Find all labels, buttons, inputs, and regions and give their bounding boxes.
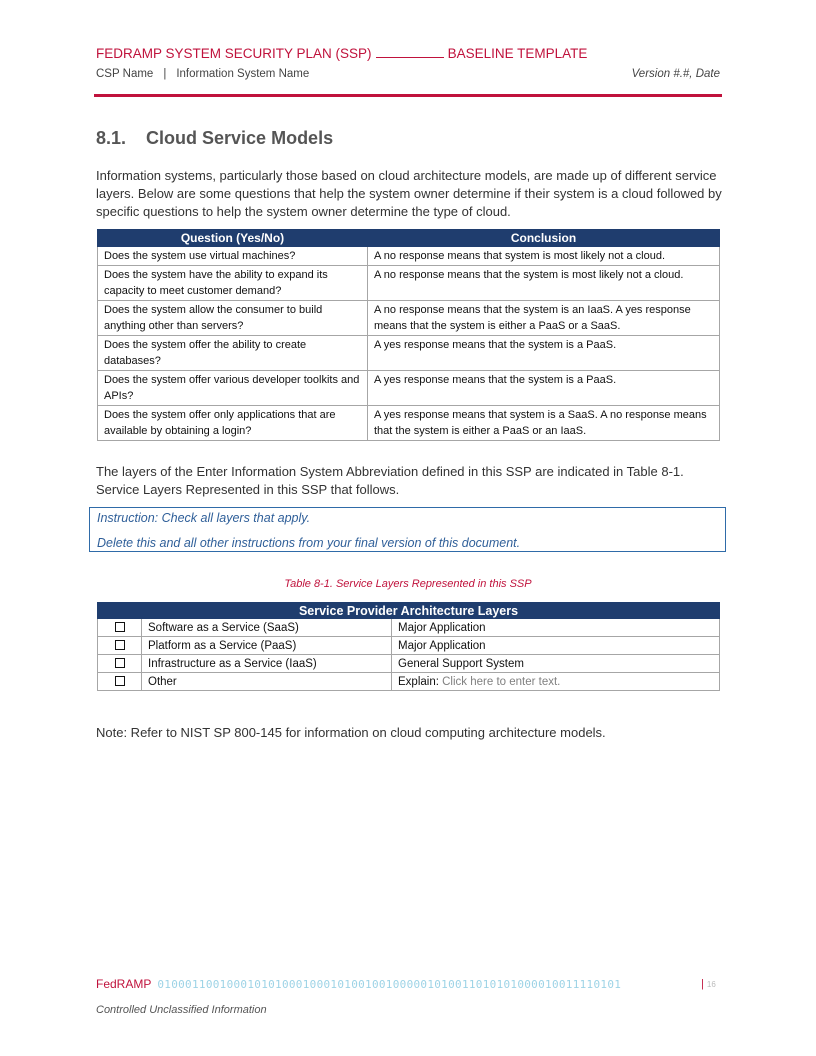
question-cell: Does the system offer various developer toolkits and APIs? [98,371,368,406]
checkbox-icon[interactable] [115,622,125,632]
layer-name: Infrastructure as a Service (IaaS) [142,655,392,673]
checkbox-icon[interactable] [115,658,125,668]
footer-page [701,978,716,990]
checkbox-icon[interactable] [115,640,125,650]
instruction-line-2: Delete this and all other instructions from your final version of this document. [97,536,521,550]
section-heading [96,128,333,149]
header-title-part2: BASELINE TEMPLATE [447,46,588,61]
layer-value: Major Application [392,637,720,655]
cloud-questions-table [97,229,720,441]
table-row [98,247,720,266]
table-row [98,637,720,655]
other-checkbox[interactable] [98,673,142,691]
question-cell: Does the system allow the consumer to build anything other than servers? [98,301,368,336]
question-cell: Does the system have the ability to expand its capacity to meet customer demand? [98,266,368,301]
table-row [98,371,720,406]
conclusion-cell: A no response means that system is most likely not a cloud. [368,247,720,266]
table-row [98,266,720,301]
conclusion-cell: A no response means that the system is most likely not a cloud. [368,266,720,301]
question-cell: Does the system offer the ability to create databases? [98,336,368,371]
page-number: 16 [706,980,716,989]
explain-text-field[interactable]: Click here to enter text. [442,675,561,688]
table-row [98,655,720,673]
header-csp-name: CSP Name [96,68,154,80]
explain-label: Explain: [398,675,439,688]
header-separator: | [163,68,167,80]
paas-checkbox[interactable] [98,637,142,655]
layer-value: General Support System [392,655,720,673]
footer-page-separator: | [701,978,704,990]
header-version: Version #.#, Date [631,68,720,80]
saas-checkbox[interactable] [98,619,142,637]
header-title-part1: FEDRAMP SYSTEM SECURITY PLAN (SSP) [96,46,372,61]
conclusion-cell: A yes response means that system is a SaaS. A no response means that the system is either a PaaS or an IaaS. [368,406,720,441]
table-row [98,406,720,441]
header-system-name: Information System Name [176,68,310,80]
layer-value: Major Application [392,619,720,637]
table-caption: Table 8-1. Service Layers Represented in this SSP [284,578,532,590]
layer-name: Platform as a Service (PaaS) [142,637,392,655]
section-number: 8.1. [96,128,127,148]
section-intro-paragraph: Information systems, particularly those based on cloud architecture models, are made up of different service layers. Below are some questions that help the system owner determine if their system is a cloud followed by specific questions to help the system owner determine the type of cloud. [96,168,722,219]
question-cell: Does the system offer only applications that are available by obtaining a login? [98,406,368,441]
service-layers-header: Service Provider Architecture Layers [98,603,720,619]
footer-brand: FedRAMP [96,977,152,991]
table-row [98,619,720,637]
instruction-box [89,507,726,552]
classification-label: Controlled Unclassified Information [96,1004,267,1016]
header-divider [94,94,722,97]
explain-cell [392,673,720,691]
conclusion-cell: A no response means that the system is an IaaS. A yes response means that the system is either a PaaS or a SaaS. [368,301,720,336]
iaas-checkbox[interactable] [98,655,142,673]
layers-paragraph: The layers of the Enter Information System Abbreviation defined in this SSP are indicated in Table 8-1. Service Layers Represented in this SSP that follows. [96,464,684,497]
column-header-conclusion: Conclusion [368,230,720,247]
footer-binary-decoration: 0100011001000101010001000101001001000001010011010101000010011110101 [157,978,622,991]
section-title: Cloud Service Models [146,128,334,148]
instruction-line-1: Instruction: Check all layers that apply. [97,511,311,525]
document-header-subtitle [96,68,309,80]
document-header-title [96,45,587,61]
layer-name: Software as a Service (SaaS) [142,619,392,637]
question-cell: Does the system use virtual machines? [98,247,368,266]
conclusion-cell: A yes response means that the system is a PaaS. [368,336,720,371]
column-header-question: Question (Yes/No) [98,230,368,247]
table-row [98,673,720,691]
header-title-blank [376,45,444,58]
checkbox-icon[interactable] [115,676,125,686]
footer-bar [96,977,621,991]
layer-name: Other [142,673,392,691]
service-layers-table [97,602,720,691]
conclusion-cell: A yes response means that the system is a PaaS. [368,371,720,406]
table-row [98,336,720,371]
table-row [98,301,720,336]
nist-note: Note: Refer to NIST SP 800-145 for information on cloud computing architecture models. [96,725,606,740]
